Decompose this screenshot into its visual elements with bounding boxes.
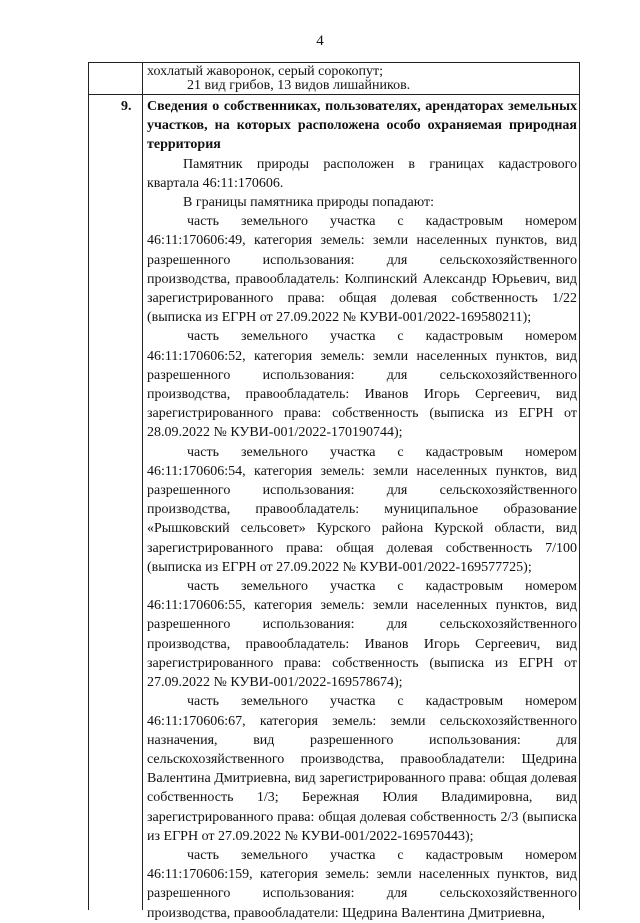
previous-row-line: 21 вид грибов, 13 видов лишайников.: [187, 78, 411, 93]
row-divider: [89, 94, 579, 95]
previous-row-line: хохлатый жаворонок, серый сорокопут;: [147, 64, 383, 79]
paragraph: часть земельного участка с кадастровым номером 46:11:170606:159, категория земель: земли населенных пунктов, вид разрешенного использования: для сельскохозяйственного производства, правообладатели: Щедрина Валентина Дмитриевна,: [147, 847, 577, 921]
paragraph: часть земельного участка с кадастровым номером 46:11:170606:54, категория земель: земли населенных пунктов, вид разрешенного использования: для сельскохозяйственного производства, правообладатель: муниципальное образование «Рышковский сельсовет» Курского района Курской области, вид зарегистрированного права: общая долевая собственность 7/100 (выписка из ЕГРН от 27.09.2022 № КУВИ-001/2022-169577725);: [147, 444, 577, 575]
section-heading: Сведения о собственниках, пользователях, арендаторах земельных участков, на которых расположена особо охраняемая природная территория: [147, 99, 577, 153]
paragraph: часть земельного участка с кадастровым номером 46:11:170606:52, категория земель: земли населенных пунктов, вид разрешенного использования: для сельскохозяйственного производства, правообладатель: Иванов Игорь Сергеевич, вид зарегистрированного права: собственность (выписка из ЕГРН от 28.09.2022 № КУВИ-001/2022-170190744);: [147, 329, 577, 441]
row-number: 9.: [121, 99, 132, 114]
paragraph: часть земельного участка с кадастровым номером 46:11:170606:67, категория земель: земли сельскохозяйственного назначения, вид разрешенного использования: для сельскохозяйственного производства, правообладатели: Щедрина Валентина Дмитриевна, вид зарегистрированного права: общая долевая собственность 1/3; Бережная Юлия Владимировна, вид зарегистрированного права: общая долевая собственность 2/3 (выписка из ЕГРН от 27.09.2022 № КУВИ-001/2022-169570443);: [147, 694, 577, 844]
row-9-content: [147, 97, 577, 923]
paragraph: В границы памятника природы попадают:: [183, 195, 435, 211]
page-number: 4: [316, 33, 324, 49]
number-column: [89, 63, 143, 910]
paragraph: Памятник природы расположен в границах кадастрового квартала 46:11:170606.: [147, 156, 577, 191]
paragraph: часть земельного участка с кадастровым номером 46:11:170606:55, категория земель: земли населенных пунктов, вид разрешенного использования: для сельскохозяйственного производства, правообладатель: Иванов Игорь Сергеевич, вид зарегистрированного права: собственность (выписка из ЕГРН от 27.09.2022 № КУВИ-001/2022-169578674);: [147, 579, 577, 691]
paragraph: часть земельного участка с кадастровым номером 46:11:170606:49, категория земель: земли населенных пунктов, вид разрешенного использования: для сельскохозяйственного производства, правообладатель: Колпинский Александр Юрьевич, вид зарегистрированного права: общая долевая собственность 1/22 (выписка из ЕГРН от 27.09.2022 № КУВИ-001/2022-169580211);: [147, 214, 577, 326]
previous-row-content: [147, 65, 577, 93]
info-table: [88, 62, 580, 921]
